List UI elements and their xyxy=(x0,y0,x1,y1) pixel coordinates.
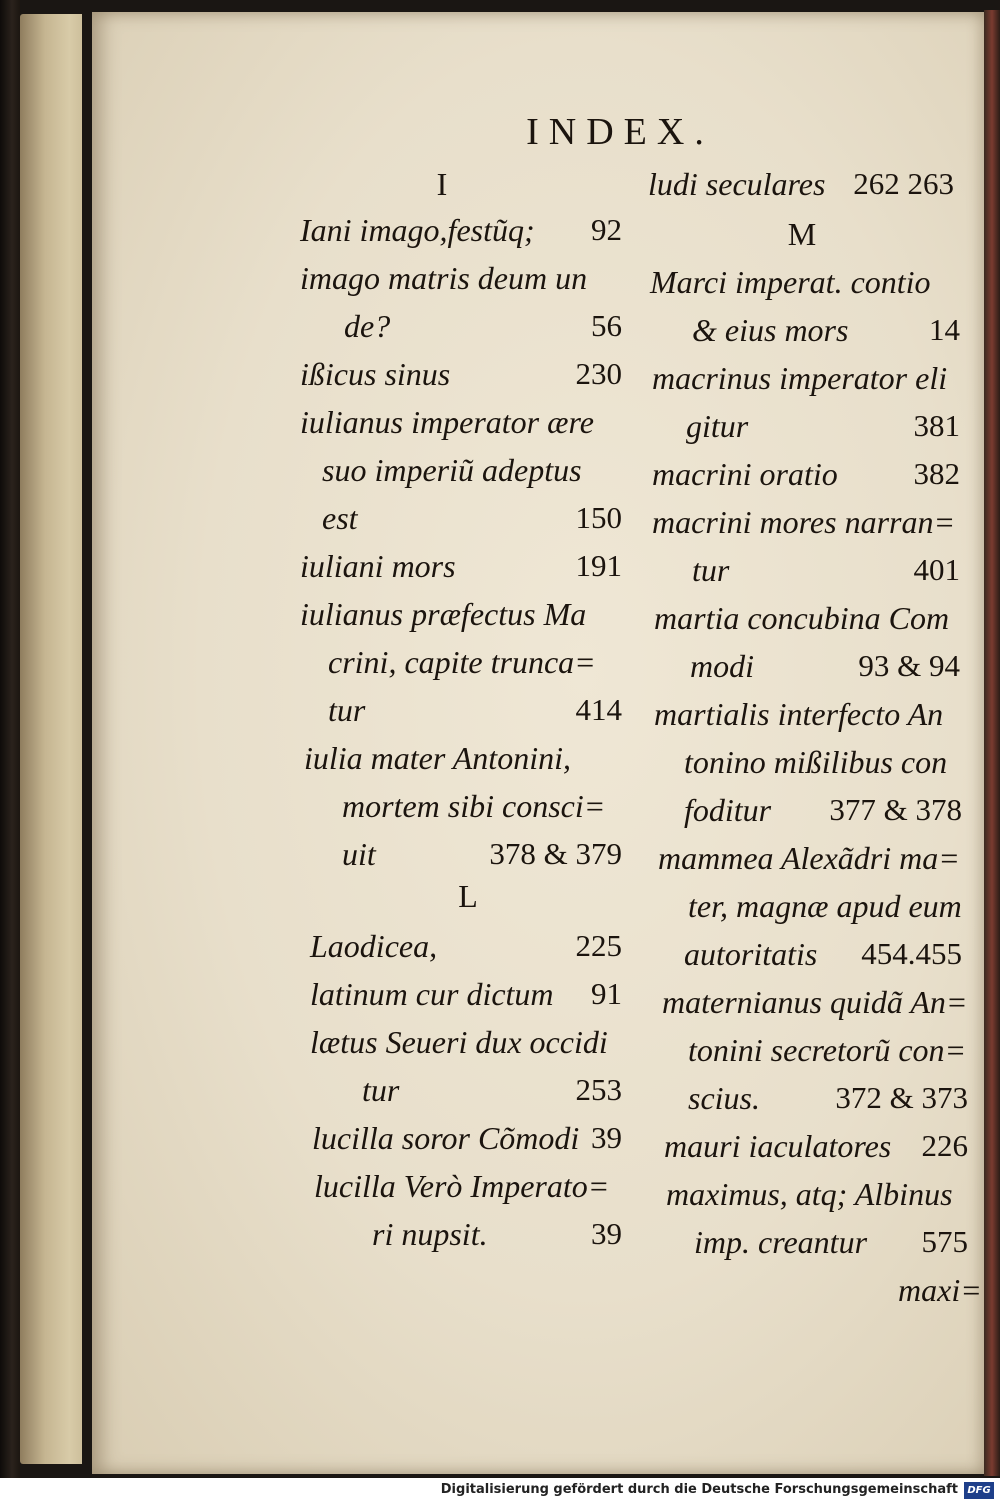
index-page-ref: 191 xyxy=(575,548,622,583)
index-entry: macrini oratio xyxy=(652,456,838,492)
index-entry: tur xyxy=(362,1072,400,1108)
index-entry: maternianus quidã An= xyxy=(662,984,968,1020)
book-page xyxy=(92,12,984,1474)
index-page-ref: 377 & 378 xyxy=(829,792,962,827)
index-entry: Laodicea, xyxy=(310,928,438,964)
book-spine xyxy=(0,0,20,1478)
footer-bar xyxy=(0,1478,1000,1504)
index-entry: mammea Alexãdri ma= xyxy=(658,840,960,876)
index-entry: Marci imperat. contio xyxy=(650,264,931,300)
index-entry: tur xyxy=(328,692,366,728)
index-entry: imago matris deum un xyxy=(300,260,588,296)
index-page-ref: 39 xyxy=(591,1120,622,1155)
index-entry: tonini secretorũ con= xyxy=(688,1032,967,1068)
index-entry: ter, magnæ apud eum xyxy=(688,888,962,924)
page-edges xyxy=(20,14,82,1464)
index-entry: martia concubina Com xyxy=(654,600,950,636)
index-entry: iulia mater Antonini, xyxy=(304,740,571,776)
index-entry: macrini mores narran= xyxy=(652,504,956,540)
index-page-ref: 262 263 xyxy=(853,166,954,201)
index-page-ref: 575 xyxy=(921,1224,968,1259)
section-letter-m: M xyxy=(787,216,817,252)
index-entry: ludi seculares xyxy=(648,166,826,202)
index-entry: lucilla Verò Imperato= xyxy=(314,1168,610,1204)
index-page-ref: 150 xyxy=(575,500,622,535)
index-page-ref: 381 xyxy=(913,408,960,443)
index-page-ref: 382 xyxy=(913,456,960,491)
index-entry: tur xyxy=(692,552,730,588)
index-entry: tonino mißilibus con xyxy=(684,744,948,780)
index-entry: de? xyxy=(344,308,391,344)
index-page-ref: 226 xyxy=(921,1128,968,1163)
index-entry: mauri iaculatores xyxy=(664,1128,892,1164)
index-entry: gitur xyxy=(686,408,749,444)
index-entry: est xyxy=(322,500,358,536)
index-page-ref: 414 xyxy=(575,692,622,727)
index-entry: crini, capite trunca= xyxy=(328,644,596,680)
index-entry: foditur xyxy=(684,792,772,828)
index-page-ref: 225 xyxy=(575,928,622,963)
index-page-ref: 372 & 373 xyxy=(835,1080,968,1115)
index-entry: modi xyxy=(690,648,754,684)
index-page-ref: 91 xyxy=(591,976,622,1011)
index-entry: autoritatis xyxy=(684,936,818,972)
dfg-logo: DFG xyxy=(964,1482,994,1499)
index-page-ref: 93 & 94 xyxy=(858,648,960,683)
index-entry: lætus Seueri dux occidi xyxy=(310,1024,608,1060)
index-page-ref: 14 xyxy=(929,312,960,347)
page-title: INDEX. xyxy=(526,111,714,153)
index-entry: lucilla soror Cõmodi xyxy=(312,1120,580,1156)
cover-edge xyxy=(984,10,1000,1476)
index-entry: maximus, atq; Albinus xyxy=(666,1176,953,1212)
index-entry: macrinus imperator eli xyxy=(652,360,948,396)
index-entry: ri nupsit. xyxy=(372,1216,488,1252)
index-entry: & eius mors xyxy=(692,312,849,348)
index-entry: iulianus imperator ære xyxy=(300,404,594,440)
index-page-ref: 39 xyxy=(591,1216,622,1251)
index-entry: scius. xyxy=(688,1080,760,1116)
index-entry: mortem sibi consci= xyxy=(342,788,606,824)
index-page-ref: 56 xyxy=(591,308,622,343)
index-entry: suo imperiũ adeptus xyxy=(322,452,582,488)
index-entry: latinum cur dictum xyxy=(310,976,554,1012)
index-entry: uit xyxy=(342,836,376,872)
index-entry: Iani imago,festũq; xyxy=(300,212,535,248)
index-page-ref: 230 xyxy=(575,356,622,391)
index-page-ref: 401 xyxy=(913,552,960,587)
section-letter-l: L xyxy=(458,878,478,914)
index-page-ref: 454.455 xyxy=(861,936,962,971)
index-page-ref: 253 xyxy=(575,1072,622,1107)
catchword: maxi= xyxy=(898,1272,982,1308)
index-page-ref: 378 & 379 xyxy=(489,836,622,871)
index-entry: imp. creantur xyxy=(694,1224,868,1260)
index-entry: ißicus sinus xyxy=(300,356,451,392)
index-page-ref: 92 xyxy=(591,212,622,247)
index-entry: iuliani mors xyxy=(300,548,456,584)
index-entry: iulianus præfectus Ma xyxy=(300,596,587,632)
index-entry: martialis interfecto An xyxy=(654,696,944,732)
section-letter-i: I xyxy=(436,166,448,202)
footer-credit: Digitalisierung gefördert durch die Deutsche Forschungsgemeinschaft xyxy=(440,1482,958,1497)
